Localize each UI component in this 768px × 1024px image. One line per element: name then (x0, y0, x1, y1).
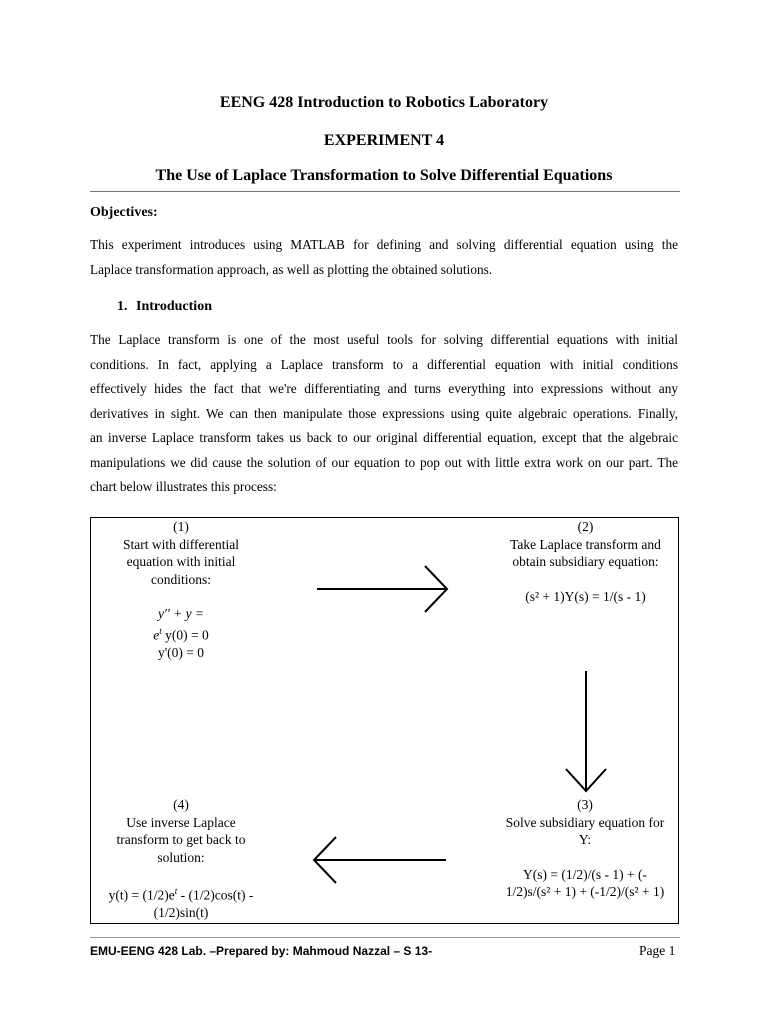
intro-line: derivatives in sight. We can then manipulate those expressions using quite algebraic operations. Finally, (90, 405, 678, 421)
step-1-equation: y'(0) = 0 (157, 644, 205, 660)
step-2-text: Take Laplace transform and (510, 536, 661, 552)
page-number: Page 1 (639, 943, 676, 958)
objectives-line: Laplace transformation approach, as well as plotting the obtained solutions. (90, 261, 493, 277)
step-3-text: Solve subsidiary equation for (505, 814, 665, 830)
objectives-line: This experiment introduces using MATLAB for defining and solving differential equation using the (90, 237, 678, 252)
step-2-text: obtain subsidiary equation: (512, 554, 659, 569)
course-title: EENG 428 Introduction to Robotics Laboratory (219, 94, 549, 111)
laplace-process-chart (90, 517, 679, 924)
step-4-equation: $y(t) = (1/2)e^t - (1/2)\cos(t)$ - (108, 886, 254, 903)
intro-line: conditions. In fact, applying a Laplace transform to a differential equation with initial conditions (90, 356, 678, 372)
left-arrow-icon (312, 834, 448, 886)
step-1-number: (1) (173, 519, 189, 534)
intro-line: manipulations we did cause the solution of our equation to pop out with little extra work on our part. The (90, 454, 678, 470)
experiment-number: EXPERIMENT 4 (323, 132, 445, 149)
objectives-paragraph (90, 233, 678, 282)
step-2-box (493, 518, 678, 605)
objectives-heading: Objectives: (90, 205, 158, 220)
step-3-equation: 1/2)s/(s² + 1) + (-1/2)/(s² + 1) (505, 884, 665, 899)
step-2-number: (2) (577, 519, 594, 534)
intro-line: an inverse Laplace transform takes us back to our original differential equation, except that the algebraic (90, 430, 678, 445)
step-1-text: equation with initial (126, 554, 236, 569)
step-4-box (97, 796, 265, 922)
intro-line: chart below illustrates this process: (90, 479, 277, 494)
step-3-text: Y: (578, 832, 592, 847)
step-1-equation: y'' + y = (157, 606, 205, 621)
footer-credit: EMU-EENG 428 Lab. –Prepared by: Mahmoud Nazzal – S 13- (90, 944, 433, 958)
intro-line: The Laplace transform is one of the most useful tools for solving differential equations with initial (90, 332, 678, 347)
section-number: 1. (117, 299, 128, 314)
title-divider (90, 191, 680, 192)
introduction-heading: Introduction (136, 299, 212, 314)
intro-line: effectively hides the fact that we're differentiating and turns everything into expressions without any (90, 381, 678, 396)
step-4-text: Use inverse Laplace (126, 814, 236, 830)
step-4-number: (4) (173, 797, 189, 812)
step-1-text: conditions: (151, 571, 211, 587)
document-title: The Use of Laplace Transformation to Solve Differential Equations (155, 167, 613, 184)
step-3-equation: Y(s) = (1/2)/(s - 1) + (- (523, 866, 647, 882)
step-4-text: solution: (157, 849, 205, 865)
step-1-equation: $e^t$ y(0) = 0 (153, 625, 209, 642)
right-arrow-icon (317, 563, 449, 615)
step-4-text: transform to get back to (116, 832, 246, 847)
footer-divider (90, 937, 680, 938)
step-3-box (489, 796, 681, 901)
step-2-equation: (s² + 1)Y(s) = 1/(s - 1) (525, 588, 646, 604)
introduction-paragraph (90, 328, 678, 500)
step-3-number: (3) (577, 797, 593, 812)
down-arrow-icon (565, 671, 609, 793)
step-1-box (101, 518, 261, 661)
step-4-equation: (1/2)sin(t) (153, 905, 209, 920)
step-1-text: Start with differential (123, 536, 239, 552)
